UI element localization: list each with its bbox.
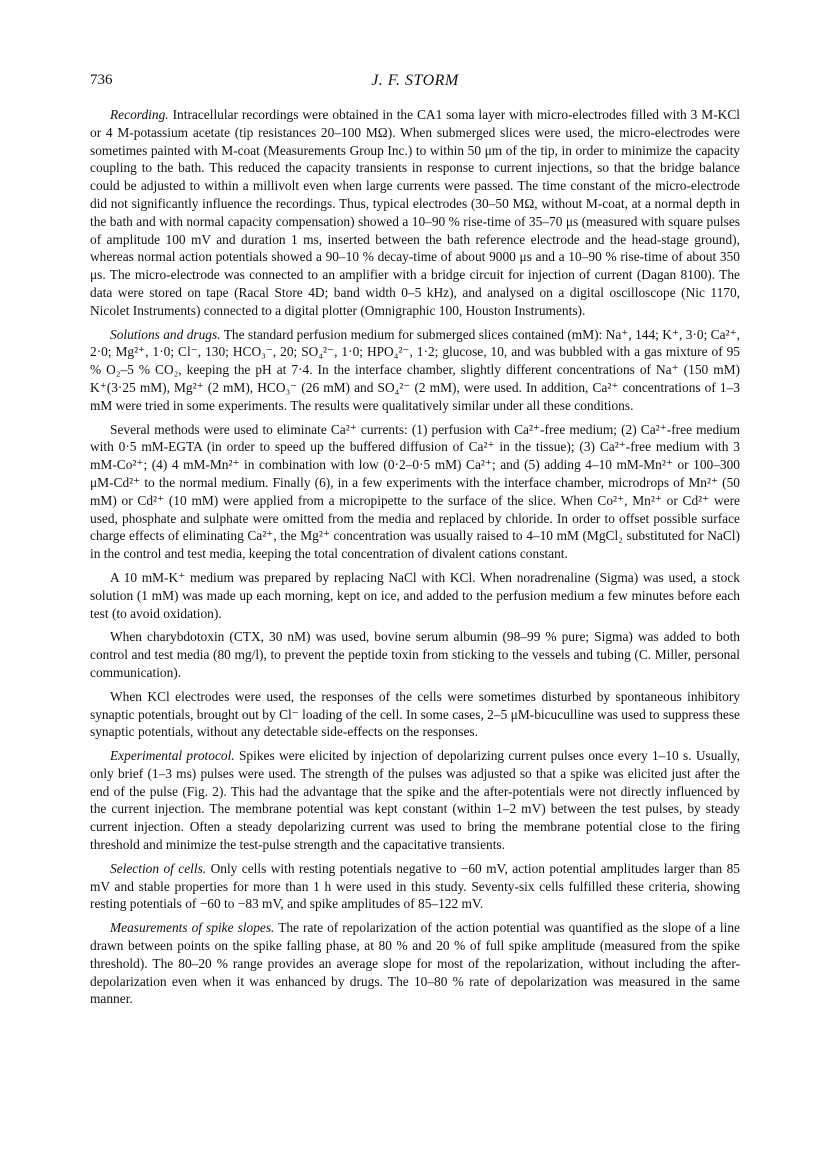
paragraph-solutions-and-drugs (90, 326, 740, 415)
paragraph-text: The standard perfusion medium for submerged slices contained (mM): Na⁺, 144; K⁺, 3·0; Ca²⁺, 2·0; Mg²⁺, 1·0; Cl⁻, 130; HCO₃⁻, 20; SO₄²⁻, 1·0; HPO₄²⁻, 1·2; glucose, 10, and was bubbled with a gas mixture of 95 % O₂–5 % CO₂, keeping the pH at 7·4. In the interface chamber, slightly different concentrations of Na⁺ (150 mM) K⁺(3·25 mM), Mg²⁺ (2 mM), HCO₃⁻ (26 mM) and SO₄²⁻ (2 mM), were used. In addition, Ca²⁺ concentrations of 1–3 mM were tried in some experiments. The results were qualitatively similar under all these conditions. (90, 326, 740, 413)
paragraph-charybdotoxin (90, 628, 740, 681)
paragraph-text: The rate of repolarization of the action potential was quantified as the slope of a line drawn between points on the spike falling phase, at 80 % and 20 % of full spike amplitude (measured from the spike threshold). The 80–20 % range provides an average slope for most of the repolarization, without including the after-depolarization even when it was enhanced by drugs. The 10–80 % rate of depolarization was measured in the same manner. (90, 920, 740, 1007)
paragraph-heading: Recording. (110, 107, 169, 122)
paragraph-calcium-methods (90, 421, 740, 563)
paragraph-heading: Experimental protocol. (110, 748, 235, 764)
paragraph-recording (90, 106, 740, 320)
paragraph-heading: Measurements of spike slopes. (110, 920, 275, 936)
paragraph-experimental-protocol (90, 747, 740, 854)
paragraph-text: When charybdotoxin (CTX, 30 nM) was used, bovine serum albumin (98–99 % pure; Sigma) was added to both control and test media (80 mg/l), to prevent the peptide toxin from sticking to the vessels and tubing (C. Miller, personal communication). (90, 629, 740, 680)
paragraph-text: Several methods were used to eliminate Ca²⁺ currents: (1) perfusion with Ca²⁺-free medium; (2) Ca²⁺-free medium with 0·5 mM-EGTA (in order to speed up the buffered diffusion of Ca²⁺ in the tissue); (3) Ca²⁺-free medium with 3 mM-Co²⁺; (4) 4 mM-Mn²⁺ in combination with low (0·2–0·5 mM) Ca²⁺; and (5) adding 4–10 mM-Mn²⁺ or 100–300 μM-Cd²⁺ to the normal medium. Finally (6), in a few experiments with the interface chamber, microdrops of Mn²⁺ (50 mM) or Cd²⁺ (10 mM) were applied from a micropipette to the surface of the slice. When Co²⁺, Mn²⁺ or Cd²⁺ were used, phosphate and sulphate were omitted from the media and replaced by chloride. In order to offset possible surface charge effects of eliminating Ca²⁺, the Mg²⁺ concentration was usually raised to 4–10 mM (MgCl₂ substituted for NaCl) in the control and test media, keeping the total concentration of divalent cations constant. (90, 421, 740, 562)
paragraph-text: When KCl electrodes were used, the responses of the cells were sometimes disturbed by spontaneous inhibitory synaptic potentials, brought out by Cl⁻ loading of the cell. In some cases, 2–5 μM-bicuculline was used to suppress these synaptic potentials, without any detectable side-effects on the responses. (90, 688, 740, 740)
page-number: 736 (90, 72, 113, 88)
paragraph-spike-slopes (90, 919, 740, 1008)
paragraph-potassium-medium (90, 569, 740, 622)
paragraph-heading: Selection of cells. (110, 860, 207, 876)
paragraph-text: Spikes were elicited by injection of depolarizing current pulses once every 1–10 s. Usually, only brief (1–3 ms) pulses were used. The strength of the pulses was adjusted so that a spike was elicited just after the end of the pulse (Fig. 2). This had the advantage that the spike and the after-potentials were not directly influenced by the current injection. The membrane potential was kept constant (within 1–2 mV) between the test pulses, by steady current injection. Often a steady depolarizing current was used to bring the membrane potential close to the firing threshold and minimize the test-pulse strength and the capacitative transients. (90, 748, 740, 853)
page-header (90, 72, 740, 94)
page (90, 72, 740, 1014)
paragraph-text: A 10 mM-K⁺ medium was prepared by replacing NaCl with KCl. When noradrenaline (Sigma) was used, a stock solution (1 mM) was made up each morning, kept on ice, and added to the perfusion medium a few minutes before each test (to avoid oxidation). (90, 569, 740, 621)
paragraph-heading: Solutions and drugs. (110, 326, 221, 342)
paragraph-kcl-electrodes (90, 688, 740, 741)
running-head: J. F. STORM (371, 72, 459, 89)
paragraph-selection-of-cells (90, 860, 740, 913)
paragraph-text: Only cells with resting potentials negative to −60 mV, action potential amplitudes larger than 85 mV and stable properties for more than 1 h were used in this study. Seventy-six cells fulfilled these criteria, showing resting potentials of −60 to −83 mV, and spike amplitudes of 85–122 mV. (90, 860, 740, 912)
paragraph-text: Intracellular recordings were obtained in the CA1 soma layer with micro-electrodes filled with 3 M-KCl or 4 M-potassium acetate (tip resistances 20–100 MΩ). When submerged slices were used, the micro-electrodes were sometimes painted with M-coat (Measurements Group Inc.) to within 50 μm of the tip, in order to minimize the capacity coupling to the bath. This reduced the capacity transients in response to current injections, so that the bridge balance could be adjusted to within a millivolt even when large currents were passed. The time constant of the micro-electrode did not significantly influence the recordings. Thus, typical electrodes (30–50 MΩ, without M-coat, at a normal depth in the bath and with normal capacity compensation) showed a 10–90 % rise-time of 35–70 μs (measured with square pulses of amplitude 100 mV and duration 1 ms, inserted between the bath reference electrode and the head-stage ground), whereas normal action potentials showed a 90–10 % decay-time of about 9000 μs and a 10–90 % rise-time of about 350 μs. The micro-electrode was connected to an amplifier with a bridge circuit for injection of current (Dagan 8100). The data were stored on tape (Racal Store 4D; band width 0–5 kHz), and analysed on a digital oscilloscope (Nic 1170, Nicolet Instruments) connected to a digital plotter (Omnigraphic 100, Houston Instruments). (90, 107, 740, 318)
